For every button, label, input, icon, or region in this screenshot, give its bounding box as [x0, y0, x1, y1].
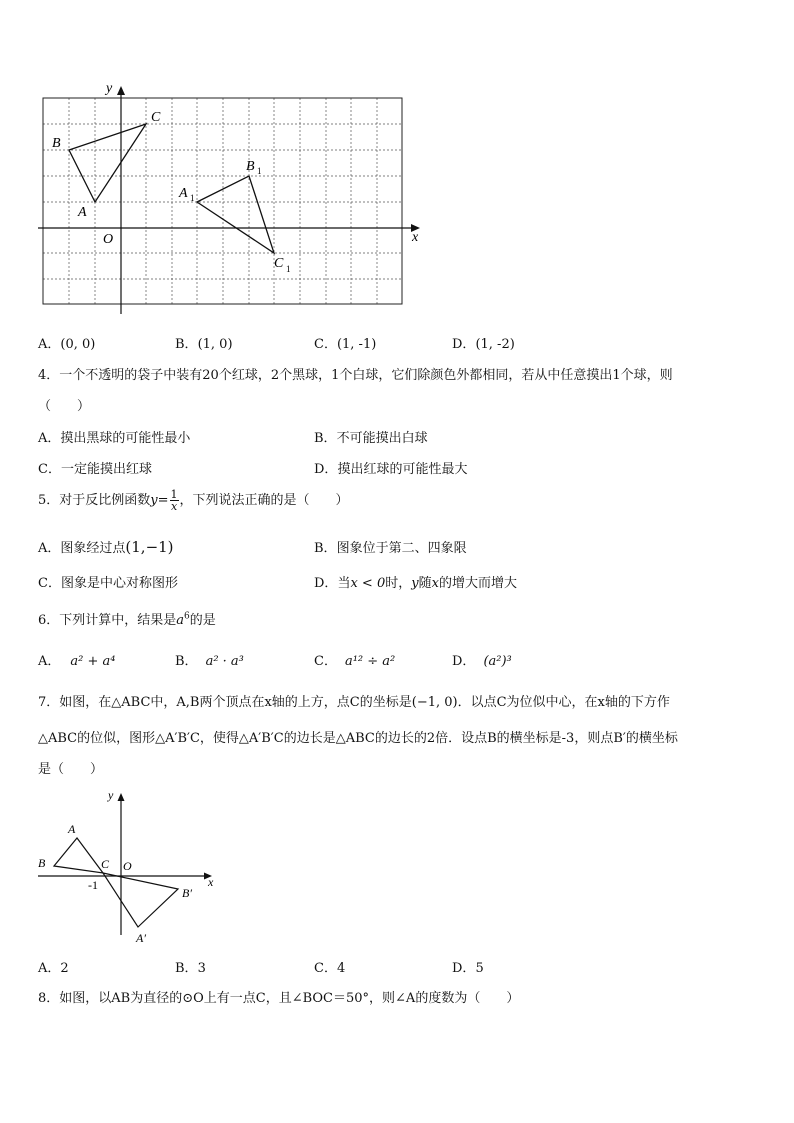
option-expr: a¹² ÷ a² [344, 654, 396, 669]
q6-stem-post: 的是 [189, 613, 216, 628]
option-letter: C． [314, 337, 337, 352]
q5-stem-post: ，下列说法正确的是（ ） [179, 493, 349, 508]
q6-option-c [314, 650, 395, 669]
q3-option-a [38, 333, 95, 352]
option-letter: A． [38, 961, 61, 976]
q6-var-a: a [176, 613, 185, 628]
option-text: 随 [418, 576, 432, 591]
q5-func-y: y [150, 493, 158, 508]
point-a-label: A [78, 205, 87, 220]
q4-option-b [314, 427, 428, 446]
q3-option-b [175, 333, 233, 352]
option-letter: D． [452, 961, 476, 976]
x-axis-label: x [412, 230, 419, 245]
point-b-prime-label: B′ [182, 886, 192, 900]
option-letter: D． [452, 654, 476, 669]
option-text: 2 [60, 961, 69, 976]
option-letter: C． [314, 654, 337, 669]
option-letter: A． [38, 337, 61, 352]
q7-option-a [38, 957, 69, 976]
q5-option-b [314, 537, 467, 556]
option-text: 摸出黑球的可能性最小 [60, 431, 191, 446]
q7-option-b [175, 957, 206, 976]
option-text: 图象是中心对称图形 [60, 576, 178, 591]
triangle-a-prime-b-prime-c [103, 873, 178, 927]
triangle-a1b1c1 [197, 176, 274, 253]
origin-label: O [123, 859, 132, 873]
minus-one-label: -1 [88, 878, 98, 892]
q8-stem: 8．如图，以AB为直径的⊙O上有一点C，且∠BOC＝50°，则∠A的度数为（ ） [38, 991, 520, 1006]
q5-option-c [38, 572, 178, 591]
triangle-abc [54, 838, 103, 873]
option-text: 时， [385, 576, 412, 591]
q5-stem [38, 487, 349, 515]
q6-stem [38, 609, 216, 628]
point-b1-label: B [246, 159, 255, 174]
option-text: 不可能摸出白球 [336, 431, 428, 446]
option-text: 一定能摸出红球 [60, 462, 152, 477]
q4-option-a [38, 427, 190, 446]
q6-option-a [38, 650, 115, 669]
triangle-abc [69, 124, 146, 202]
option-letter: B． [175, 337, 198, 352]
q5-fraction [170, 489, 179, 512]
q4-stem-line2: （ ） [38, 399, 91, 414]
q5-frac-den: x [170, 500, 178, 513]
option-text: 图象经过点 [60, 541, 126, 556]
option-text: 当 [337, 576, 351, 591]
figure-1-coordinate-grid [30, 78, 430, 318]
q7-option-c [314, 957, 345, 976]
option-letter: C． [38, 576, 61, 591]
q4-option-d [314, 458, 467, 477]
q5-cond: x < 0 [350, 576, 386, 591]
q5-option-d [314, 572, 517, 591]
q5-stem-pre: 5．对于反比例函数 [38, 493, 151, 508]
option-text: (1, -1) [336, 337, 377, 352]
point-c1-subscript: 1 [286, 264, 291, 274]
q3-option-d [452, 333, 515, 352]
q7-option-d [452, 957, 484, 976]
point-b-label: B [38, 856, 46, 870]
option-letter: D． [314, 462, 338, 477]
q5-func-eq: = [157, 493, 169, 508]
q6-exp: 6 [184, 611, 190, 622]
figure-2-similarity [30, 785, 230, 950]
x-axis-label: x [208, 875, 214, 889]
point-c-label: C [151, 110, 161, 125]
option-letter: C． [314, 961, 337, 976]
q6-option-b [175, 650, 244, 669]
point-a-prime-label: A′ [136, 931, 146, 945]
q5-point: (1,−1) [125, 538, 174, 556]
option-expr: a² · a³ [205, 654, 244, 669]
option-text: 3 [197, 961, 206, 976]
point-b-label: B [52, 136, 61, 151]
option-letter: A． [38, 654, 61, 669]
grid-border [43, 98, 402, 304]
option-text: 摸出红球的可能性最大 [337, 462, 468, 477]
y-axis-label: y [108, 788, 114, 802]
q7-stem-line1: 7．如图，在△ABC中，A,B两个顶点在x轴的上方，点C的坐标是(−1, 0)．以点C为位似中心，在x轴的下方作 [38, 695, 670, 710]
option-letter: B． [314, 541, 337, 556]
point-a1-subscript: 1 [190, 193, 195, 203]
q5-option-a [38, 537, 174, 556]
option-text: 图象位于第二、四象限 [336, 541, 467, 556]
q5-var-x: x [431, 576, 439, 591]
q3-option-c [314, 333, 376, 352]
option-expr: a² + a⁴ [70, 654, 116, 669]
q4-option-c [38, 458, 152, 477]
option-letter: D． [314, 576, 338, 591]
option-text: (1, -2) [475, 337, 515, 352]
point-a1-label: A [179, 186, 188, 201]
q5-frac-num: 1 [170, 488, 178, 501]
point-b1-subscript: 1 [257, 166, 262, 176]
y-axis-label: y [106, 81, 113, 96]
q6-option-d [452, 650, 512, 669]
q7-stem-line3: 是（ ） [38, 762, 104, 777]
option-text: 的增大而增大 [438, 576, 517, 591]
point-c1-label: C [274, 256, 284, 271]
option-letter: B． [314, 431, 337, 446]
option-letter: B． [175, 961, 198, 976]
q7-stem-line2: △ABC的位似，图形△A′B′C，使得△A′B′C的边长是△ABC的边长的2倍．设点B的横坐标是-3，则点B′的横坐标 [38, 731, 678, 746]
option-letter: B． [175, 654, 198, 669]
option-text: (0, 0) [60, 337, 96, 352]
option-letter: D． [452, 337, 476, 352]
option-expr: (a²)³ [483, 654, 512, 669]
option-text: (1, 0) [197, 337, 233, 352]
y-axis-arrow [118, 793, 125, 801]
q4-stem-line1: 4．一个不透明的袋子中装有20个红球，2个黑球，1个白球，它们除颜色外都相同，若从中任意摸出1个球，则 [38, 368, 673, 383]
option-letter: C． [38, 462, 61, 477]
point-a-label: A [68, 822, 76, 836]
option-text: 4 [336, 961, 346, 976]
option-text: 5 [475, 961, 484, 976]
option-letter: A． [38, 541, 61, 556]
q6-stem-pre: 6．下列计算中，结果是 [38, 613, 177, 628]
q5-var-y: y [411, 576, 419, 591]
grid-lines [43, 98, 402, 304]
origin-label: O [103, 232, 114, 247]
option-letter: A． [38, 431, 61, 446]
point-c-label: C [101, 857, 110, 871]
y-axis-arrow [117, 86, 125, 95]
